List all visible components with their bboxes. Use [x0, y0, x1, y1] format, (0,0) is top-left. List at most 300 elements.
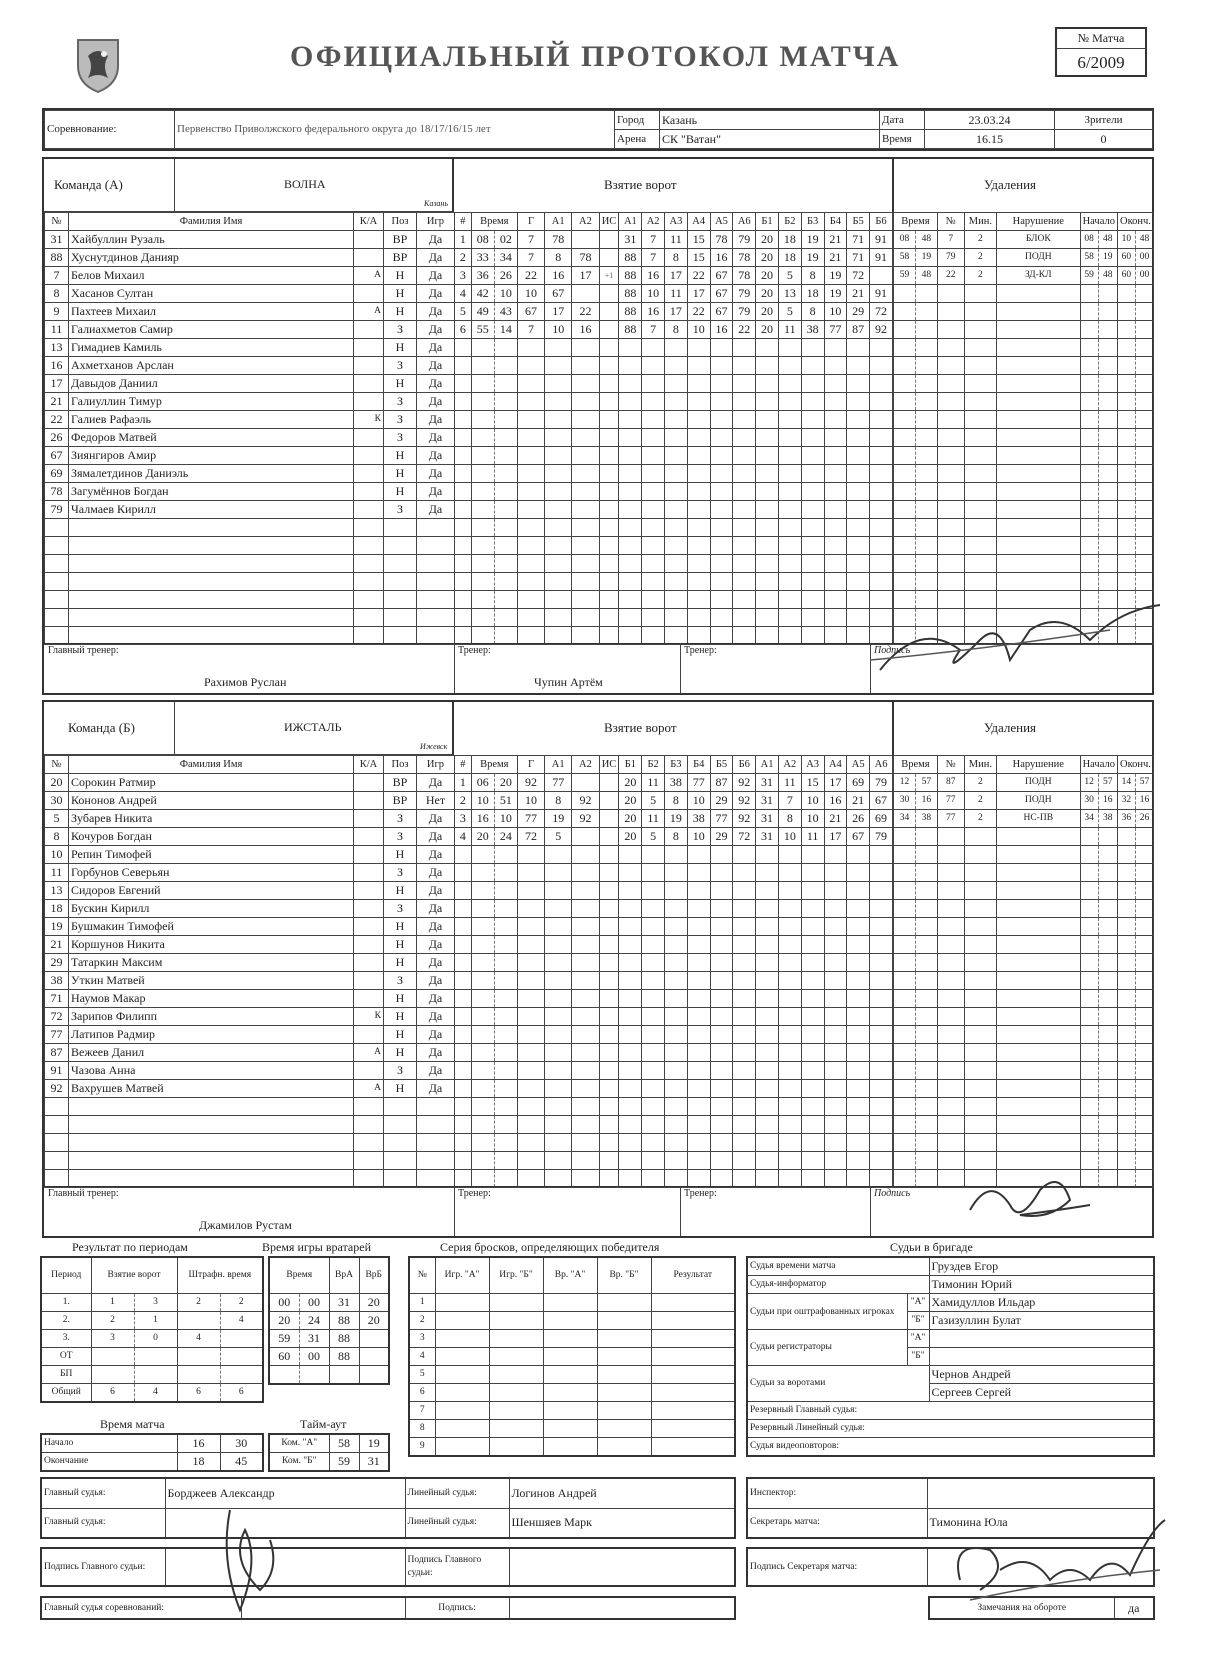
goal-on-ice: [824, 519, 847, 537]
goal-on-ice: [665, 357, 688, 375]
penalty-s: [915, 954, 937, 972]
penalty-sm: [1080, 954, 1098, 972]
penalty-row: [894, 990, 1154, 1008]
roster-row: [45, 990, 455, 1008]
goal-on-ice: 79: [733, 285, 756, 303]
goal-on-ice: [801, 537, 824, 555]
goal-on-ice: [847, 1044, 870, 1062]
penalty-infr: [996, 321, 1080, 339]
penalty-row: [894, 1080, 1154, 1098]
goal-assist-2: [572, 483, 599, 501]
goal-on-ice: 17: [687, 285, 710, 303]
goal-on-ice: [870, 1170, 893, 1188]
goals-h-ice: А3: [801, 756, 824, 774]
player-no: [45, 519, 69, 537]
goal-scorer: 7: [517, 321, 544, 339]
goal-assist-2: [572, 1098, 599, 1116]
player-played: [417, 1134, 455, 1152]
penalty-judge-a: Хамидуллов Ильдар: [929, 1294, 1154, 1312]
penalty-em: 36: [1117, 810, 1135, 828]
goal-on-ice: [710, 1098, 733, 1116]
goal-on-ice: [665, 1044, 688, 1062]
penalty-sm: [1080, 1098, 1098, 1116]
goal-on-ice: [756, 954, 779, 972]
goal-on-ice: [847, 339, 870, 357]
player-ka: [354, 936, 384, 954]
goal-sec: 24: [494, 828, 517, 846]
goal-assist-1: [545, 537, 572, 555]
referee-signatures-table: [40, 1547, 736, 1587]
goalie-row: [269, 1293, 389, 1311]
goal-scorer: [517, 555, 544, 573]
timeout-table: [268, 1433, 390, 1472]
goal-on-ice: [756, 465, 779, 483]
player-name: Зямалетдинов Даниэль: [69, 465, 354, 483]
roster-row: [45, 882, 455, 900]
goal-on-ice: [847, 501, 870, 519]
player-pos: Н: [384, 303, 417, 321]
period-b: [134, 1347, 177, 1365]
goal-assist-2: [572, 1170, 599, 1188]
penalty-es: 16: [1135, 792, 1153, 810]
shootout-cell: [597, 1293, 651, 1311]
penalty-min: [964, 519, 996, 537]
goal-on-ice: [710, 519, 733, 537]
secretary: Тимонина Юла: [927, 1508, 1154, 1538]
goal-on-ice: [778, 1170, 801, 1188]
player-no: [45, 1116, 69, 1134]
goal-num: [455, 918, 472, 936]
goal-on-ice: [824, 1134, 847, 1152]
goal-num: [455, 1044, 472, 1062]
goal-on-ice: 10: [642, 285, 665, 303]
penalty-infr: [996, 501, 1080, 519]
team-a-label: Команда (А): [54, 177, 123, 192]
reserve-line-label: Резервный Линейный судья:: [747, 1420, 1154, 1438]
penalty-m: [894, 864, 916, 882]
goal-on-ice: [824, 954, 847, 972]
penalties-header: [894, 756, 1154, 774]
penalty-no: [937, 411, 964, 429]
goal-num: [455, 1152, 472, 1170]
penalty-s: [915, 375, 937, 393]
goal-num: 2: [455, 792, 472, 810]
goal-on-ice: [665, 501, 688, 519]
penalty-m: 59: [894, 267, 916, 285]
player-pos: [384, 537, 417, 555]
goal-on-ice: [824, 339, 847, 357]
penalty-em: [1117, 882, 1135, 900]
player-played: [417, 627, 455, 645]
period-pb: 6: [220, 1383, 263, 1402]
goal-sec: 10: [494, 285, 517, 303]
goal-on-ice: 10: [687, 321, 710, 339]
goal-on-ice: [870, 411, 893, 429]
penalty-sm: 08: [1080, 231, 1098, 249]
goal-on-ice: [733, 429, 756, 447]
penalty-infr: [996, 1098, 1080, 1116]
player-name: Пахтеев Михаил: [69, 303, 354, 321]
goal-on-ice: [619, 1170, 642, 1188]
pen-h-min: Мин.: [964, 213, 996, 231]
goal-assist-1: [545, 609, 572, 627]
goal-num: [455, 573, 472, 591]
goal-assist-1: 8: [545, 249, 572, 267]
penalty-row: [894, 285, 1154, 303]
roster-row: [45, 303, 455, 321]
goal-on-ice: [733, 1098, 756, 1116]
arena-value: СК "Ватан": [660, 130, 880, 149]
player-no: 8: [45, 285, 69, 303]
goal-on-ice: [733, 1152, 756, 1170]
player-name: [69, 591, 354, 609]
goal-on-ice: [687, 864, 710, 882]
goal-scorer: [517, 1008, 544, 1026]
goal-on-ice: [870, 483, 893, 501]
shootout-cell: [651, 1419, 735, 1437]
goal-on-ice: [778, 555, 801, 573]
penalty-es: [1135, 990, 1153, 1008]
goal-on-ice: [870, 1026, 893, 1044]
player-ka: [354, 555, 384, 573]
player-name: [69, 555, 354, 573]
goal-on-ice: [642, 990, 665, 1008]
goal-assist-1: [545, 1044, 572, 1062]
goal-on-ice: 88: [619, 285, 642, 303]
goal-on-ice: [687, 591, 710, 609]
penalty-sm: [1080, 285, 1098, 303]
goal-row: [455, 465, 893, 483]
penalty-em: [1117, 375, 1135, 393]
player-ka: [354, 1134, 384, 1152]
penalty-ss: [1098, 828, 1117, 846]
goal-on-ice: [801, 447, 824, 465]
penalty-es: [1135, 519, 1153, 537]
goal-assist-2: [572, 990, 599, 1008]
period-b: 3: [134, 1293, 177, 1311]
goal-assist-1: [545, 447, 572, 465]
goal-row: [455, 846, 893, 864]
goal-assist-2: [572, 339, 599, 357]
player-pos: З: [384, 393, 417, 411]
roster-row: [45, 429, 455, 447]
goal-situation: [599, 249, 619, 267]
team-b-roster: [44, 755, 455, 1188]
goal-min: 55: [471, 321, 494, 339]
period-row: [41, 1383, 263, 1402]
goal-on-ice: [756, 990, 779, 1008]
penalty-no: [937, 1134, 964, 1152]
goal-on-ice: [847, 990, 870, 1008]
player-ka: [354, 846, 384, 864]
goal-row: [455, 357, 893, 375]
shootout-cell: [489, 1311, 543, 1329]
goal-sec: 14: [494, 321, 517, 339]
timeout-b-m: 59: [329, 1453, 359, 1472]
goal-on-ice: [687, 1080, 710, 1098]
goal-on-ice: [642, 1152, 665, 1170]
player-no: 71: [45, 990, 69, 1008]
penalty-ss: [1098, 1062, 1117, 1080]
goal-situation: [599, 792, 619, 810]
goal-row: [455, 900, 893, 918]
player-pos: ВР: [384, 792, 417, 810]
goal-on-ice: [687, 936, 710, 954]
penalty-min: [964, 429, 996, 447]
penalty-s: [915, 1116, 937, 1134]
goal-on-ice: [778, 519, 801, 537]
shootout-cell: [543, 1329, 597, 1347]
line-ref-1: Логинов Андрей: [509, 1478, 735, 1508]
penalty-no: [937, 954, 964, 972]
player-pos: ВР: [384, 231, 417, 249]
goal-on-ice: [778, 936, 801, 954]
penalty-em: [1117, 537, 1135, 555]
goal-on-ice: [824, 537, 847, 555]
penalty-em: [1117, 429, 1135, 447]
player-played: [417, 555, 455, 573]
goalie-row: [269, 1365, 389, 1384]
goals-header: [455, 756, 893, 774]
goal-on-ice: [710, 1026, 733, 1044]
penalty-ss: [1098, 537, 1117, 555]
goal-on-ice: [778, 411, 801, 429]
goal-row: [455, 321, 893, 339]
goal-row: [455, 267, 893, 285]
goal-scorer: 72: [517, 828, 544, 846]
roster-row: [45, 465, 455, 483]
goal-on-ice: [687, 1170, 710, 1188]
goal-on-ice: [778, 846, 801, 864]
shootout-cell: [489, 1401, 543, 1419]
goal-scorer: [517, 483, 544, 501]
player-played: [417, 591, 455, 609]
goal-min: [471, 1044, 494, 1062]
goal-row: [455, 339, 893, 357]
competition-label: Соревнование:: [45, 111, 175, 149]
goal-on-ice: [665, 1116, 688, 1134]
player-name: [69, 1116, 354, 1134]
goal-on-ice: 77: [824, 321, 847, 339]
goal-on-ice: [756, 972, 779, 990]
goal-on-ice: 8: [665, 249, 688, 267]
shootout-row: [409, 1365, 735, 1383]
goal-sec: [494, 465, 517, 483]
penalty-no: [937, 339, 964, 357]
penalty-m: [894, 393, 916, 411]
player-ka: [354, 900, 384, 918]
penalty-m: 30: [894, 792, 916, 810]
penalty-ss: [1098, 303, 1117, 321]
team-b-sign-label: Подпись: [874, 1188, 911, 1199]
timeout-title: Тайм-аут: [300, 1417, 347, 1431]
goal-on-ice: 69: [870, 810, 893, 828]
timeout-a-m: 58: [329, 1434, 359, 1453]
goal-on-ice: 16: [642, 267, 665, 285]
goal-on-ice: [756, 1134, 779, 1152]
goal-on-ice: [778, 882, 801, 900]
goal-on-ice: 18: [778, 231, 801, 249]
player-pos: ВР: [384, 249, 417, 267]
period-pb: 4: [220, 1311, 263, 1329]
player-ka: [354, 231, 384, 249]
goal-on-ice: 38: [665, 774, 688, 792]
penalty-infr: [996, 1044, 1080, 1062]
goal-scorer: [517, 1152, 544, 1170]
player-name: Сидоров Евгений: [69, 882, 354, 900]
goalie-h-time: Время: [269, 1257, 329, 1293]
roster-row: [45, 1008, 455, 1026]
goal-on-ice: 29: [710, 828, 733, 846]
team-b-label: Команда (Б): [68, 720, 135, 735]
goal-on-ice: [778, 972, 801, 990]
penalty-s: 16: [915, 792, 937, 810]
goal-on-ice: [824, 555, 847, 573]
player-name: Вежеев Данил: [69, 1044, 354, 1062]
goal-scorer: 10: [517, 285, 544, 303]
goal-on-ice: 11: [642, 774, 665, 792]
goal-on-ice: [665, 900, 688, 918]
goals-h-ice: А1: [619, 213, 642, 231]
goal-on-ice: [824, 882, 847, 900]
penalty-sm: [1080, 918, 1098, 936]
goal-on-ice: 88: [619, 303, 642, 321]
goal-on-ice: [870, 519, 893, 537]
goal-sec: [494, 393, 517, 411]
player-name: [69, 573, 354, 591]
penalty-m: [894, 429, 916, 447]
roster-row: [45, 285, 455, 303]
goal-on-ice: [824, 1152, 847, 1170]
penalty-sm: [1080, 303, 1098, 321]
goal-on-ice: [710, 465, 733, 483]
goal-on-ice: [619, 609, 642, 627]
shootout-cell: [597, 1329, 651, 1347]
penalty-s: 48: [915, 267, 937, 285]
goal-on-ice: [642, 411, 665, 429]
roster-row: [45, 810, 455, 828]
goal-on-ice: 29: [710, 792, 733, 810]
penalty-infr: [996, 1134, 1080, 1152]
team-a-coach2-label: Тренер:: [684, 645, 717, 656]
pen-h-time: Время: [894, 213, 938, 231]
penalty-row: [894, 375, 1154, 393]
roster-row: [45, 1098, 455, 1116]
goal-situation: [599, 321, 619, 339]
head-ref-label: Главный судья:: [41, 1478, 165, 1508]
player-pos: [384, 555, 417, 573]
player-name: Белов Михаил: [69, 267, 354, 285]
goal-on-ice: [756, 393, 779, 411]
player-ka: [354, 591, 384, 609]
goal-on-ice: [733, 882, 756, 900]
penalty-es: [1135, 1026, 1153, 1044]
goal-min: 33: [471, 249, 494, 267]
penalty-ss: [1098, 918, 1117, 936]
roster-row: [45, 900, 455, 918]
goal-on-ice: [710, 501, 733, 519]
penalty-ss: [1098, 501, 1117, 519]
goal-assist-1: [545, 1098, 572, 1116]
goal-on-ice: [687, 1008, 710, 1026]
goal-on-ice: [710, 573, 733, 591]
goal-min: 42: [471, 285, 494, 303]
goal-row: [455, 537, 893, 555]
goal-on-ice: [642, 357, 665, 375]
penalty-em: [1117, 411, 1135, 429]
team-a-sign-label: Подпись: [874, 645, 911, 656]
goal-on-ice: [642, 1044, 665, 1062]
period-p: Общий: [41, 1383, 91, 1402]
goal-on-ice: 7: [642, 249, 665, 267]
goal-assist-1: [545, 1170, 572, 1188]
goal-on-ice: [801, 1026, 824, 1044]
player-ka: [354, 447, 384, 465]
goal-scorer: [517, 339, 544, 357]
player-pos: Н: [384, 375, 417, 393]
goal-on-ice: 77: [687, 774, 710, 792]
goalie-b: 20: [359, 1311, 389, 1329]
goal-on-ice: 21: [824, 249, 847, 267]
goal-on-ice: [687, 573, 710, 591]
penalty-min: [964, 555, 996, 573]
goal-on-ice: [619, 936, 642, 954]
goal-min: 08: [471, 231, 494, 249]
player-no: 21: [45, 936, 69, 954]
penalty-min: [964, 1134, 996, 1152]
goal-num: [455, 1134, 472, 1152]
goal-situation: [599, 1062, 619, 1080]
goal-num: [455, 1116, 472, 1134]
penalty-row: [894, 918, 1154, 936]
goal-min: [471, 591, 494, 609]
player-no: [45, 1134, 69, 1152]
goal-on-ice: 92: [733, 810, 756, 828]
goalie-s: 31: [299, 1329, 329, 1347]
penalty-sm: [1080, 936, 1098, 954]
goal-on-ice: [801, 1044, 824, 1062]
goal-min: [471, 882, 494, 900]
goal-on-ice: 71: [847, 231, 870, 249]
player-ka: [354, 285, 384, 303]
player-name: Татаркин Максим: [69, 954, 354, 972]
goal-on-ice: [665, 339, 688, 357]
goal-on-ice: [642, 573, 665, 591]
goal-on-ice: [687, 465, 710, 483]
penalty-m: [894, 339, 916, 357]
goal-scorer: [517, 357, 544, 375]
goals-h-ice: Б4: [824, 213, 847, 231]
goal-assist-1: [545, 1134, 572, 1152]
player-name: [69, 1170, 354, 1188]
goal-on-ice: [687, 1026, 710, 1044]
timeout-b-s: 31: [359, 1453, 389, 1472]
player-played: [417, 1170, 455, 1188]
goal-row: [455, 882, 893, 900]
goal-on-ice: 22: [687, 303, 710, 321]
player-name: Сорокин Ратмир: [69, 774, 354, 792]
penalty-row: [894, 900, 1154, 918]
reg-b-tag: "Б": [907, 1348, 929, 1366]
goal-num: [455, 990, 472, 1008]
penalty-infr: [996, 954, 1080, 972]
penalty-es: [1135, 1062, 1153, 1080]
goal-on-ice: [824, 465, 847, 483]
roster-row: [45, 627, 455, 645]
goal-on-ice: [778, 1062, 801, 1080]
goal-num: [455, 357, 472, 375]
goal-on-ice: [824, 411, 847, 429]
